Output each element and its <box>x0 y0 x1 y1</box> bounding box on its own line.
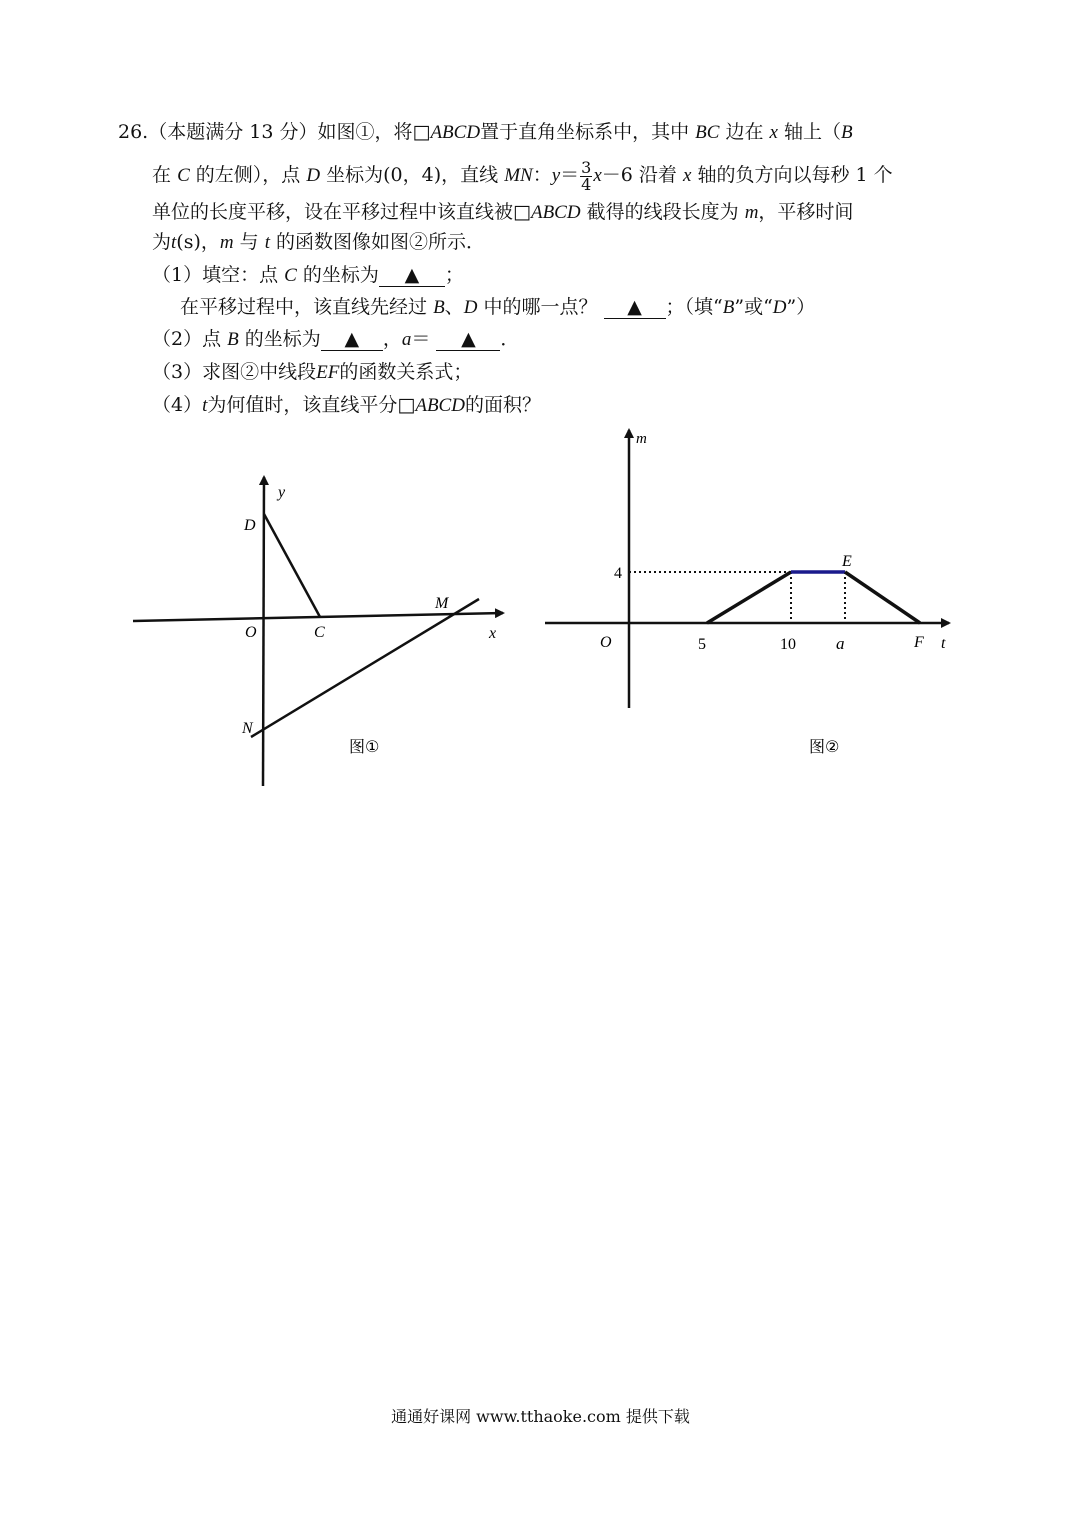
text: （3）求图②中线段 <box>152 361 317 383</box>
problem-number: 26. <box>118 121 149 143</box>
var-m: m <box>219 232 234 253</box>
text: 截得的线段长度为 <box>586 201 739 223</box>
text: (s)， <box>176 231 220 253</box>
text: ， <box>382 328 402 350</box>
text: 置于直角坐标系中，其中 <box>480 121 690 143</box>
text: 如图①，将 <box>317 121 413 143</box>
tick-label-t5: 5 <box>698 636 706 653</box>
parallelogram-symbol: □ <box>412 121 431 143</box>
answer-blank-first-point[interactable]: ▲ <box>604 296 666 319</box>
figure2-m-label: m <box>636 431 647 447</box>
text: －6 沿着 <box>601 164 677 186</box>
answer-blank-b-coordinate[interactable]: ▲ <box>321 328 383 351</box>
var-c: C <box>284 265 297 286</box>
parallelogram-symbol: □ <box>513 201 531 223</box>
text: ”或“ <box>734 296 773 318</box>
var-d: D <box>306 165 321 186</box>
var-b: B <box>841 122 853 143</box>
var-d: D <box>772 297 787 318</box>
text: ； <box>444 264 464 286</box>
figure1-x-label: x <box>489 625 497 642</box>
page-footer: 通通好课网 www.tthaoke.com 提供下载 <box>391 1407 690 1426</box>
text: ： <box>532 164 552 186</box>
text: ＝ <box>560 164 580 186</box>
text: ，平移时间 <box>758 201 854 223</box>
text: 与 <box>239 231 259 253</box>
graph-rise-segment <box>707 572 791 623</box>
fraction-denominator: 4 <box>581 174 592 194</box>
text: 为 <box>152 231 172 253</box>
line-mn <box>251 599 479 737</box>
text: ． <box>500 328 520 350</box>
shape-name: ABCD <box>415 395 465 416</box>
text: 坐标为(0，4)，直线 <box>326 164 499 186</box>
text: 的坐标为 <box>302 264 379 286</box>
point-e-label: E <box>842 553 852 570</box>
text: （1）填空：点 <box>152 264 279 286</box>
var-c: C <box>177 165 190 186</box>
var-x: x <box>769 122 778 143</box>
var-b: B <box>722 297 735 318</box>
tick-label-m4: 4 <box>614 565 622 582</box>
text: ＝ <box>411 328 431 350</box>
text: 轴上（ <box>784 121 842 143</box>
text: 轴的负方向以每秒 1 个 <box>697 164 893 186</box>
text: 的函数图像如图②所示． <box>276 231 486 253</box>
var-m: m <box>744 202 759 223</box>
fraction-numerator: 3 <box>581 157 592 177</box>
segment-ef <box>845 572 920 623</box>
answer-blank-a-value[interactable]: ▲ <box>436 328 500 351</box>
figure1-y-axis <box>263 477 264 786</box>
point-n-label: N <box>242 720 253 737</box>
point-d-label: D <box>244 517 256 534</box>
answer-blank-c-coordinate[interactable]: ▲ <box>379 264 445 287</box>
text: 的面积？ <box>464 394 541 416</box>
segment-dc <box>264 514 320 617</box>
var-t: t <box>202 395 208 416</box>
text: 、 <box>444 296 464 318</box>
text: （2）点 <box>152 328 222 350</box>
var-a: a <box>401 329 412 350</box>
text: ”） <box>786 296 816 318</box>
text: 在 <box>152 164 172 186</box>
var-y: y <box>551 165 561 186</box>
figure-1 <box>133 477 503 786</box>
text: 的左侧），点 <box>195 164 301 186</box>
figure2-origin-label: O <box>600 634 612 651</box>
point-c-label: C <box>314 624 325 641</box>
var-b: B <box>227 329 239 350</box>
text: 边在 <box>725 121 764 143</box>
text: 中的哪一点？ <box>483 296 598 318</box>
text: （4） <box>152 394 203 416</box>
var-b: B <box>433 297 445 318</box>
var-x: x <box>593 165 602 186</box>
var-ef: EF <box>316 362 340 383</box>
figure1-y-label: y <box>278 484 286 501</box>
text: 的坐标为 <box>244 328 321 350</box>
tick-label-t10: 10 <box>780 636 796 653</box>
var-x: x <box>682 165 692 186</box>
text: 为何值时，该直线平分 <box>207 394 398 416</box>
shape-name: ABCD <box>530 202 581 223</box>
var-d: D <box>463 297 478 318</box>
var-t: t <box>171 232 177 253</box>
figure2-caption: 图② <box>809 737 840 756</box>
text: 单位的长度平移，设在平移过程中该直线被 <box>152 201 514 223</box>
text: 在平移过程中，该直线先经过 <box>180 296 428 318</box>
var-mn: MN <box>504 165 533 186</box>
problem-score: （本题满分 13 分） <box>148 121 318 143</box>
origin-label: O <box>245 624 257 641</box>
parallelogram-symbol: □ <box>397 394 416 416</box>
var-bc: BC <box>695 122 720 143</box>
text: ；（填“ <box>665 296 723 318</box>
shape-name: ABCD <box>430 122 481 143</box>
point-m-label: M <box>435 595 449 612</box>
text: 的函数关系式； <box>339 361 473 383</box>
figure-2 <box>545 430 949 756</box>
var-t: t <box>264 232 270 253</box>
figure2-t-label: t <box>941 635 946 652</box>
point-f-label: F <box>914 634 924 651</box>
tick-label-a: a <box>836 634 845 653</box>
figure1-caption: 图① <box>349 737 380 756</box>
